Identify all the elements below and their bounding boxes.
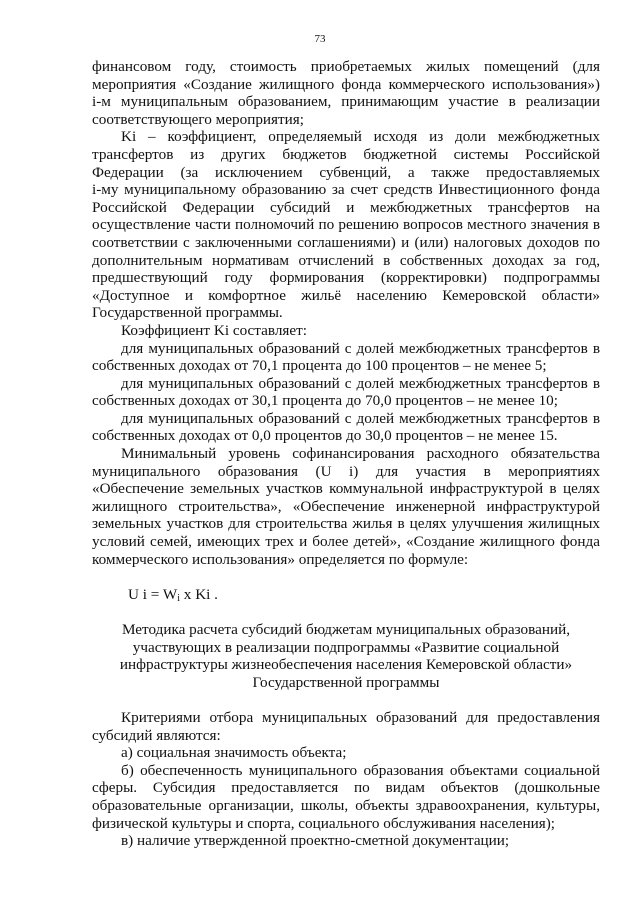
text-line: собственных доходах от 0,0 процентов до 30,0 процентов – не менее 15. [92,427,558,445]
text-line: соответствии с заключенными соглашениями) и (или) налоговых доходов по [92,233,600,251]
text-line: сферы. Субсидия предоставляется по видам объектов (дошкольные [92,779,600,797]
formula-rhs: x Ki . [180,585,218,603]
text-line: Критериями отбора муниципальных образований для предоставления [121,708,600,726]
criteria-text [92,709,600,850]
text-line: б) обеспеченность муниципального образования объектами социальной [121,761,600,779]
text-line: трансфертов из других бюджетов бюджетной системы Российской [92,145,600,163]
text-line: Коэффициент Ki составляет: [121,321,307,339]
text-line: собственных доходах от 70,1 процента до 100 процентов – не менее 5; [92,357,547,375]
text-line: для муниципальных образований с долей межбюджетных трансфертов в [121,339,600,357]
spacer [92,603,600,621]
text-line: предшествующий году формирования (корректировки) подпрограммы [92,269,600,287]
text-line: в) наличие утвержденной проектно-сметной документации; [121,832,510,850]
text-line: Российской Федерации субсидий и межбюджетных трансфертов на [92,198,600,216]
text-line: осуществление части полномочий по решению вопросов местного значения в [92,216,600,234]
text-line: коммерческого использования» определяется по формуле: [92,550,469,568]
text-line: финансовом году, стоимость приобретаемых жилых помещений (для [92,58,600,75]
spacer [92,568,600,586]
text-line: для муниципальных образований с долей межбюджетных трансфертов в [121,409,600,427]
formula [92,586,600,604]
text-line: а) социальная значимость объекта; [121,744,347,762]
text-line: Государственной программы. [92,304,283,322]
text-line: i-м муниципальным образованием, принимающим участие в реализации [92,93,600,111]
heading-line: Методика расчета субсидий бюджетам муниципальных образований, [121,621,571,638]
heading-line: участвующих в реализации подпрограммы «Развитие социальной [132,638,560,656]
heading-line: Государственной программы [252,673,440,691]
text-line: дополнительным нормативам отчислений в собственных доходах за год, [92,251,600,269]
text-line: «Доступное и комфортное жильё населению Кемеровской области» [92,286,600,304]
page-number: 73 [314,33,326,45]
text-line: «Обеспечение земельных участков коммунальной инфраструктурой в целях [92,480,600,498]
text-line: муниципального образования (U i) для участия в мероприятиях [92,462,600,480]
document-body [92,58,600,850]
text-line: Минимальный уровень софинансирования расходного обязательства [121,445,600,463]
text-line: образовательные организации, школы, объекты здравоохранения, культуры, [92,796,600,814]
formula-lhs: U i = W [128,585,178,603]
text-line: для муниципальных образований с долей межбюджетных трансфертов в [121,374,600,392]
text-line: земельных участков для строительства жилья в целях улучшения жилищных [92,515,600,533]
spacer [92,691,600,709]
heading-line: инфраструктуры жизнеобеспечения населения Кемеровской области» [119,656,573,674]
text-line: соответствующего мероприятия; [92,110,305,128]
text-line: мероприятия «Создание жилищного фонда коммерческого использования») [92,75,600,93]
text-line: субсидий являются: [92,726,221,744]
text-line: жилищного строительства», «Обеспечение инженерной инфраструктурой [92,497,600,515]
text-line: i-му муниципальному образованию за счет средств Инвестиционного фонда [92,181,600,199]
section-heading [92,621,600,691]
text-line: Федерации (за исключением субвенций, а также предоставляемых [92,163,600,181]
methodology-text [92,58,600,568]
text-line: физической культуры и спорта, социального обслуживания населения); [92,814,556,832]
text-line: условий семей, имеющих трех и более детей», «Создание жилищного фонда [92,533,600,551]
text-line: собственных доходах от 30,1 процента до 70,0 процентов – не менее 10; [92,392,558,410]
formula-subscript: i [177,592,180,604]
text-line: Ki – коэффициент, определяемый исходя из доли межбюджетных [121,128,600,146]
